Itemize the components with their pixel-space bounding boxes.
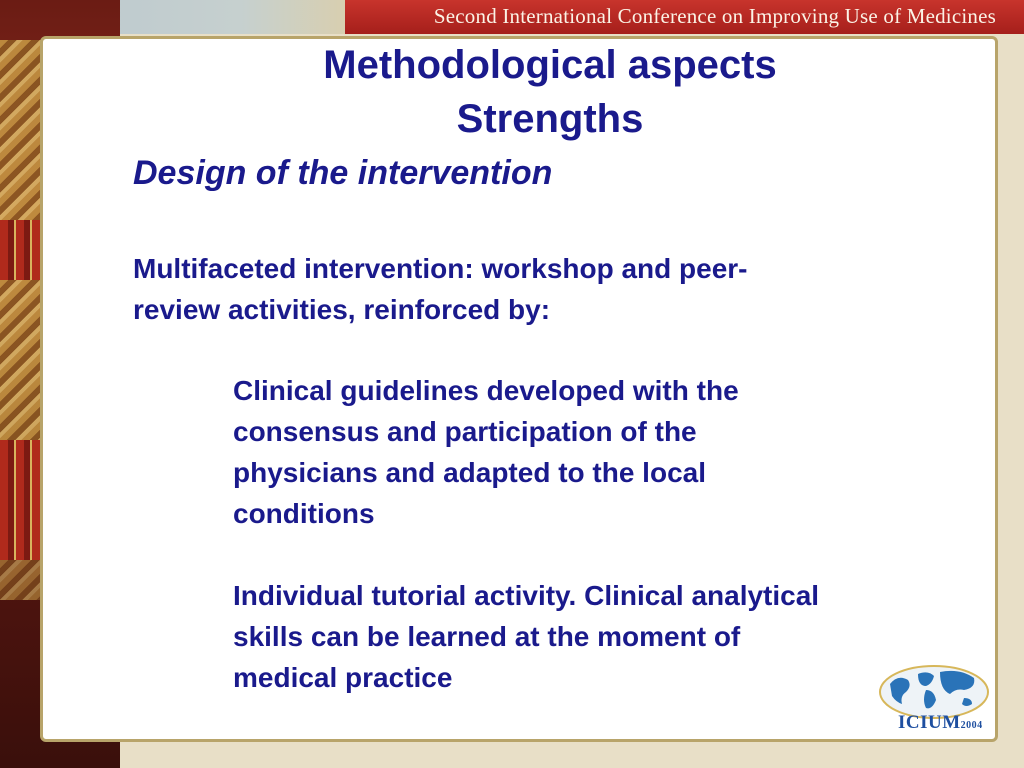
point-clinical-guidelines: Clinical guidelines developed with the consensus and participation of the physicians and adapted to the local conditions: [233, 375, 739, 529]
icium-logo: [878, 664, 990, 736]
icium-year: 2004: [960, 720, 983, 731]
slide-title: Methodological aspects: [323, 43, 777, 87]
icium-logo-text: [898, 712, 983, 734]
slide-subtitle: Strengths: [456, 97, 644, 141]
conference-header: [345, 0, 1024, 34]
icium-name: ICIUM: [898, 712, 961, 733]
intro-paragraph: Multifaceted intervention: workshop and peer- review activities, reinforced by:: [133, 253, 748, 325]
point-individual-tutorial: Individual tutorial activity. Clinical analytical skills can be learned at the moment of medical practice: [233, 580, 820, 693]
conference-title: Second International Conference on Improving Use of Medicines: [433, 4, 996, 28]
section-heading: Design of the intervention: [133, 154, 553, 192]
